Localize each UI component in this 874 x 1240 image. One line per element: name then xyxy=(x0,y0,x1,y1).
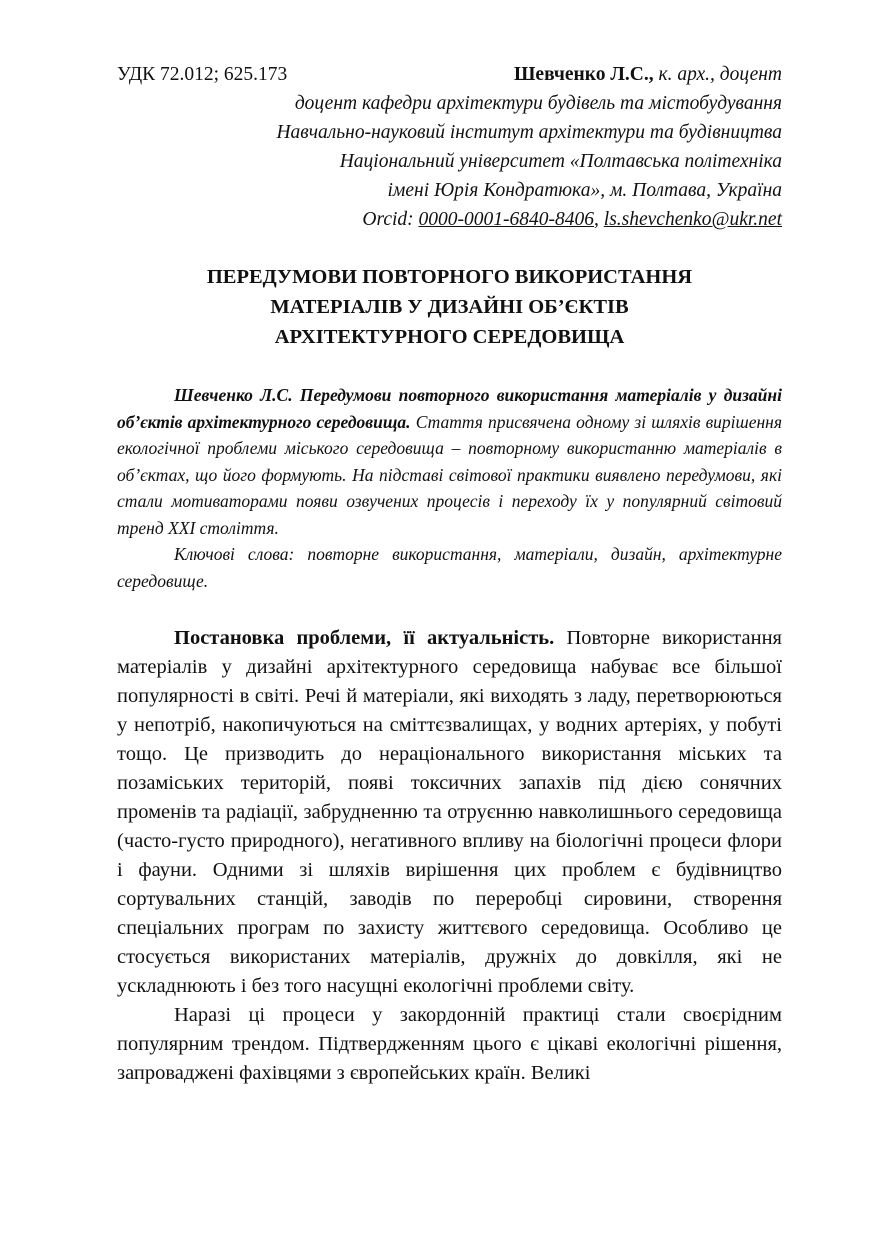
title-line: АРХІТЕКТУРНОГО СЕРЕДОВИЩА xyxy=(274,326,625,348)
author-header xyxy=(117,60,782,234)
abstract-text: Стаття присвячена одному зі шляхів вирішення екологічної проблеми міського середовища – повторному використанню матеріалів в об’єктах, що його формують. На підставі світової практики виявлено передумови, які стали мотиваторами появи озвучених процесів і переходу їх у популярний світовий тренд XXI століття. xyxy=(117,411,782,538)
body-paragraph xyxy=(117,624,782,1001)
author-position: доцент кафедри архітектури будівель та містобудування xyxy=(294,93,782,114)
author-name: Шевченко Л.С., xyxy=(514,64,654,85)
orcid-link[interactable]: 0000-0001-6840-8406 xyxy=(418,209,595,230)
header-first-line xyxy=(117,60,782,89)
udk-code: УДК 72.012; 625.173 xyxy=(117,64,288,85)
orcid-label: Orcid: xyxy=(362,209,414,230)
author-university-location: імені Юрія Кондратюка», м. Полтава, Україна xyxy=(387,180,782,201)
author-info xyxy=(514,60,782,89)
article-body xyxy=(117,624,782,1088)
section-heading: Постановка проблеми, її актуальність. xyxy=(174,627,555,649)
author-university: Національний університет «Полтавська політехніка xyxy=(339,151,782,172)
title-line: МАТЕРІАЛІВ У ДИЗАЙНІ ОБ’ЄКТІВ xyxy=(270,296,629,318)
title-line: ПЕРЕДУМОВИ ПОВТОРНОГО ВИКОРИСТАННЯ xyxy=(206,266,693,288)
contact-separator: , xyxy=(594,209,599,230)
keywords: Ключові слова: повторне використання, матеріали, дизайн, архітектурне середовище. xyxy=(117,544,782,591)
abstract xyxy=(117,382,782,594)
author-institute: Навчально-науковий інститут архітектури та будівництва xyxy=(276,122,782,143)
article-title xyxy=(117,262,782,352)
body-paragraph: Наразі ці процеси у закордонній практиці стали своєрідним популярним трендом. Підтвердженням цього є цікаві екологічні рішення, запроваджені фахівцями з європейських країн. Великі xyxy=(117,1004,782,1084)
author-degree: к. арх., доцент xyxy=(658,64,782,85)
abstract-lead: Шевченко Л.С. Передумови повторного використання матеріалів у дизайні об’єктів архітектурного середовища. xyxy=(117,385,782,432)
email-link[interactable]: ls.shevchenko@ukr.net xyxy=(603,209,782,230)
author-contacts xyxy=(117,205,782,234)
paragraph-text: Повторне використання матеріалів у дизайні архітектурного середовища набуває все більшої популярності в світі. Речі й матеріали, які виходять з ладу, перетворюються у непотріб, накопичуються на сміттєзвалищах, у водних артеріях, у побуті тощо. Це призводить до нераціонального використання міських та позаміських територій, появі токсичних запахів під дією сонячних променів та радіації, забрудненню та отруєнню навколишнього середовища (часто-густо природного), негативного впливу на біологічні процеси флори і фауни. Одними зі шляхів вирішення цих проблем є будівництво сортувальних станцій, заводів по переробці сировини, створення спеціальних програм по захисту життєвого середовища. Особливо це стосується використаних матеріалів, дружніх до довкілля, які не ускладнюють і без того насущні екологічні проблеми світу. xyxy=(117,627,782,997)
abstract-paragraph xyxy=(117,382,782,541)
